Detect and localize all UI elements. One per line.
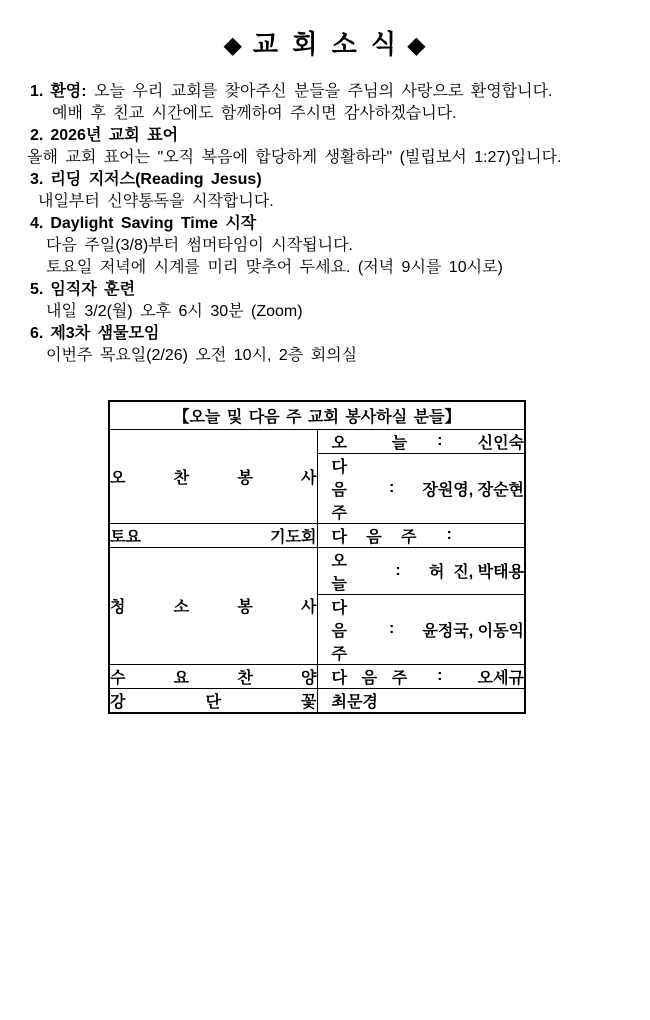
announcement-item-4-body: [30, 235, 640, 257]
item-text: 다음 주일(3/8)부터 썸머타임이 시작됩니다.: [46, 237, 353, 254]
announcement-item-1: [30, 81, 640, 103]
colon-separator: :: [446, 526, 452, 543]
when-label: 다 음 주: [331, 669, 408, 687]
item-text: 예배 후 친교 시간에도 함께하여 주시면 감사하겠습니다.: [52, 105, 457, 122]
service-person: 최문경: [331, 693, 378, 711]
item-text: 내일 3/2(월) 오후 6시 30분 (Zoom): [46, 303, 303, 320]
table-row: [109, 429, 525, 453]
page-title-text: 교 회 소 식: [252, 29, 398, 59]
service-cell: [317, 523, 525, 547]
announcement-item-3-body: [30, 191, 640, 213]
announcement-item-1-body: [30, 103, 640, 125]
item-heading: Daylight Saving Time 시작: [50, 215, 257, 232]
category-wednesday-praise: 수 요 찬 양: [109, 664, 317, 688]
announcement-item-4: [30, 213, 640, 235]
item-text: 이번주 목요일(2/26) 오전 10시, 2층 회의실: [46, 347, 358, 364]
service-cell: [317, 547, 525, 594]
item-number: 5.: [30, 281, 44, 298]
service-cell: [317, 664, 525, 688]
service-cell: [317, 594, 525, 664]
service-cell: [317, 453, 525, 523]
table-row: [109, 664, 525, 688]
when-label: 오 늘: [331, 434, 408, 452]
table-row: [109, 547, 525, 594]
category-saturday-prayer: 토요 기도회: [109, 523, 317, 547]
item-text: 오늘 우리 교회를 찾아주신 분들을 주님의 사랑으로 환영합니다.: [94, 83, 553, 100]
colon-separator: :: [437, 432, 443, 449]
colon-separator: :: [389, 479, 395, 496]
table-title: 【오늘 및 다음 주 교회 봉사하실 분들】: [109, 401, 525, 429]
category-lunch-service: 오 찬 봉 사: [109, 429, 317, 523]
service-table: [108, 400, 526, 714]
category-cleaning-service: 청 소 봉 사: [109, 547, 317, 664]
item-number: 4.: [30, 215, 44, 232]
item-heading: 제3차 샘물모임: [50, 325, 160, 342]
service-person: 오세규: [477, 669, 524, 687]
announcement-item-5-body: [30, 301, 640, 323]
service-person: 신인숙: [477, 434, 524, 452]
item-text: 내일부터 신약통독을 시작합니다.: [38, 193, 274, 210]
service-person: 장원영, 장순현: [422, 481, 524, 499]
when-label: 다 음 주: [331, 528, 417, 546]
announcement-item-6-body: [30, 345, 640, 367]
item-heading: 리딩 지저스(Reading Jesus): [50, 171, 262, 188]
table-row: [109, 688, 525, 713]
service-person: 윤정국, 이동익: [422, 622, 524, 640]
table-row: [109, 523, 525, 547]
service-cell: [317, 429, 525, 453]
service-cell: [317, 688, 525, 713]
when-label: 다 음 주: [331, 599, 347, 663]
item-heading: 임직자 훈련: [50, 281, 136, 298]
when-label: 오 늘: [331, 552, 347, 593]
page-title: [0, 0, 650, 63]
item-number: 6.: [30, 325, 44, 342]
item-text: 올해 교회 표어는 "오직 복음에 합당하게 생활하라" (빌립보서 1:27)입니다.: [27, 149, 562, 166]
announcement-item-6: [30, 323, 640, 345]
diamond-icon-left: ◆: [223, 32, 243, 59]
item-text: 토요일 저녁에 시계를 미리 맞추어 두세요. (저녁 9시를 10시로): [46, 259, 503, 276]
colon-separator: :: [395, 561, 401, 579]
service-person: 허 진, 박태용: [428, 564, 524, 581]
item-heading: 환영:: [50, 83, 87, 100]
colon-separator: :: [437, 667, 443, 684]
item-number: 1.: [30, 83, 44, 100]
announcement-list: [27, 81, 640, 367]
announcement-item-2: [30, 125, 640, 147]
category-pulpit-flowers: 강 단 꽃: [109, 688, 317, 713]
table-header-row: [109, 401, 525, 429]
announcement-item-3: [30, 169, 640, 191]
diamond-icon-right: ◆: [407, 32, 427, 59]
colon-separator: :: [389, 620, 395, 637]
when-label: 다 음 주: [331, 458, 347, 522]
item-heading: 2026년 교회 표어: [50, 127, 179, 144]
announcement-item-2-body: [27, 147, 640, 169]
item-number: 2.: [30, 127, 44, 144]
announcement-item-5: [30, 279, 640, 301]
announcement-item-4-body: [30, 257, 640, 279]
item-number: 3.: [30, 171, 44, 188]
